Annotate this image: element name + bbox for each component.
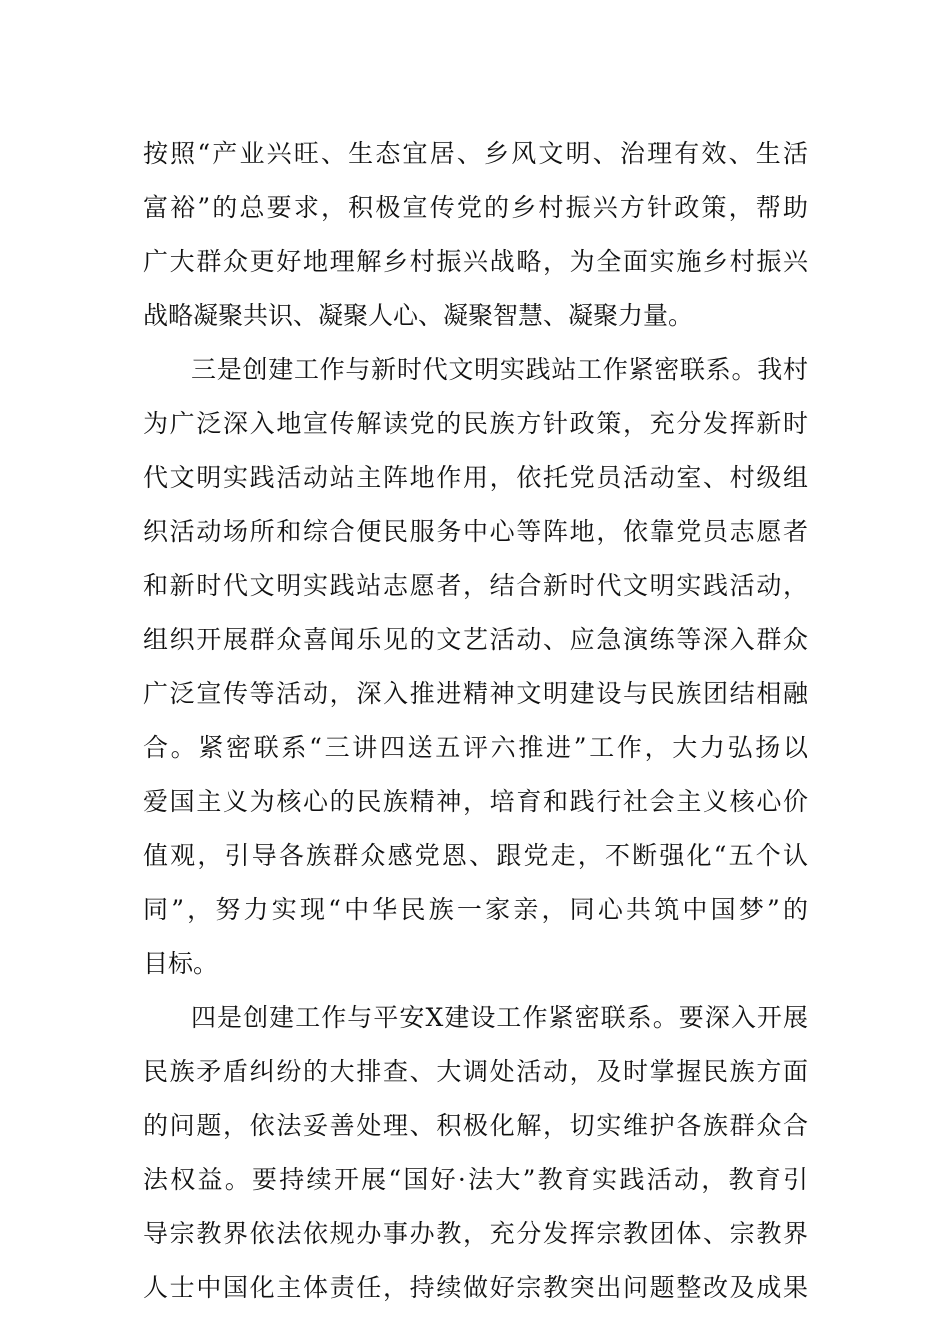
text-line: 为广泛深入地宣传解读党的民族方针政策，充分发挥新时 — [143, 409, 808, 438]
text-line: 目标。 — [143, 949, 219, 978]
text-line: 同”，努力实现“中华民族一家亲，同心共筑中国梦”的 — [143, 895, 808, 924]
paragraph-3-first-line: 三是创建工作与新时代文明实践站工作紧密联系。我村 — [191, 355, 808, 384]
text-line: 按照“产业兴旺、生态宜居、乡风文明、治理有效、生活 — [143, 139, 808, 168]
text-line: 组织开展群众喜闻乐见的文艺活动、应急演练等深入群众 — [143, 625, 808, 654]
text-line: 的问题，依法妥善处理、积极化解，切实维护各族群众合 — [143, 1111, 808, 1140]
text-line: 人士中国化主体责任，持续做好宗教突出问题整改及成果 — [143, 1273, 808, 1302]
text-line: 和新时代文明实践站志愿者，结合新时代文明实践活动， — [143, 571, 808, 600]
text-line: 值观，引导各族群众感党恩、跟党走，不断强化“五个认 — [143, 841, 808, 870]
text-line: 合。紧密联系“三讲四送五评六推进”工作，大力弘扬以 — [143, 733, 808, 762]
text-line: 广大群众更好地理解乡村振兴战略，为全面实施乡村振兴 — [143, 247, 808, 276]
text-line: 法权益。要持续开展“国好·法大”教育实践活动，教育引 — [143, 1165, 808, 1194]
paragraph-4-first-line: 四是创建工作与平安X建设工作紧密联系。要深入开展 — [191, 1003, 808, 1032]
text-line: 爱国主义为核心的民族精神，培育和践行社会主义核心价 — [143, 787, 808, 816]
text-line: 代文明实践活动站主阵地作用，依托党员活动室、村级组 — [143, 463, 808, 492]
text-line: 战略凝聚共识、凝聚人心、凝聚智慧、凝聚力量。 — [143, 301, 694, 330]
text-line: 广泛宣传等活动，深入推进精神文明建设与民族团结相融 — [143, 679, 808, 708]
text-line: 织活动场所和综合便民服务中心等阵地，依靠党员志愿者 — [143, 517, 808, 546]
text-line: 民族矛盾纠纷的大排查、大调处活动，及时掌握民族方面 — [143, 1057, 808, 1086]
text-line: 富裕”的总要求，积极宣传党的乡村振兴方针政策，帮助 — [143, 193, 808, 222]
text-line: 导宗教界依法依规办事办教，充分发挥宗教团体、宗教界 — [143, 1219, 808, 1248]
